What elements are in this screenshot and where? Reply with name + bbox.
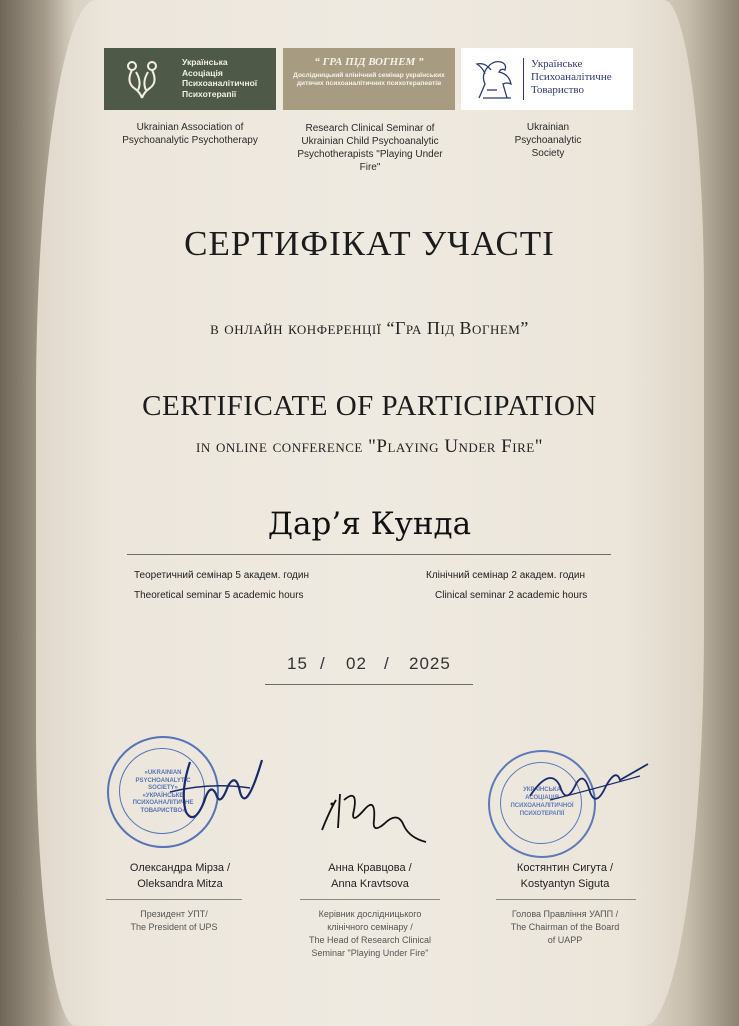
ups-logo-divider <box>523 58 524 100</box>
date-year: 2025 <box>409 654 451 673</box>
certificate-subtitle-ua: в онлайн конференції “Гра Під Вогнем” <box>210 318 529 338</box>
seal-text: ПСИХОАНАЛІТИЧНОЇ <box>510 803 574 809</box>
ups-logo <box>461 48 633 110</box>
certificate-title-ua: СЕРТИФІКАТ УЧАСТІ <box>184 224 555 263</box>
uapp-logo <box>104 48 276 110</box>
date-separator: / <box>320 654 326 673</box>
signatory-role <box>100 908 248 934</box>
signatory-name <box>100 860 260 892</box>
role-line: The President of UPS <box>130 922 218 932</box>
certificate-subtitle-en: in online conference "Playing Under Fire" <box>196 436 543 457</box>
seminar-logo-title: “ ГРА ПІД ВОГНЕМ ” <box>314 56 424 68</box>
role-line: The Chairman of the Board <box>510 922 620 932</box>
seal-text: «UKRAINIAN <box>144 770 182 776</box>
date-day: 15 <box>287 654 308 673</box>
seal-text: «УКРАЇНСЬКЕ <box>142 792 184 799</box>
clinical-hours-ua: Клінічний семінар 2 академ. годин <box>426 570 585 581</box>
signature-kravtsova <box>314 780 432 846</box>
role-line: of UAPP <box>547 935 583 945</box>
seminar-logo <box>283 48 455 110</box>
signatory-name-en: Oleksandra Mitza <box>137 878 223 890</box>
signatory-role <box>490 908 640 947</box>
griffin-icon <box>471 54 519 104</box>
signatory-role <box>290 908 450 960</box>
clinical-hours-en: Clinical seminar 2 academic hours <box>435 590 588 601</box>
role-line: Керівник дослідницького <box>318 909 422 919</box>
date-month: 02 <box>346 654 367 673</box>
seal-text: УКРАЇНСЬКА <box>523 787 561 793</box>
uapp-caption: Ukrainian Association of Psychoanalytic Psychotherapy <box>122 122 258 146</box>
name-underline <box>127 554 611 555</box>
seal-text: ПСИХОТЕРАПІЇ <box>519 811 565 817</box>
seal-text: ПСИХОАНАЛІТИЧНЕ <box>132 800 194 806</box>
signatory-name-en: Kostyantyn Siguta <box>520 878 610 890</box>
date-underline <box>265 684 473 685</box>
participant-name: Дар’я Кунда <box>267 506 472 542</box>
signatory-name-en: Anna Kravtsova <box>331 878 409 890</box>
ups-caption: Ukrainian Psychoanalytic Society <box>514 122 582 159</box>
uapp-logo-text: Українська Асоціація Психоаналітичної Психотерапії <box>182 57 258 99</box>
role-line: Президент УПТ/ <box>140 909 208 919</box>
seal-text: PSYCHOANALYTIC <box>135 777 191 784</box>
signature-line <box>300 899 440 900</box>
theory-hours-en: Theoretical seminar 5 academic hours <box>134 590 304 601</box>
seminar-logo-text: Дослідницький клінічний семінар українських дитячих психоаналітичних психотерапевтів <box>293 72 445 87</box>
theory-hours-ua: Теоретичний семінар 5 академ. годин <box>134 570 309 581</box>
uapp-emblem-icon <box>120 58 164 100</box>
role-line: The Head of Research Clinical <box>308 935 432 945</box>
date-separator: / <box>384 654 390 673</box>
signatory-name-ua: Костянтин Сигута / <box>516 862 614 874</box>
certificate-title-en: CERTIFICATE OF PARTICIPATION <box>142 390 597 422</box>
signature-siguta <box>520 756 660 826</box>
signature-line <box>496 899 636 900</box>
signatory-name <box>290 860 450 892</box>
seminar-caption: Research Clinical Seminar of Ukrainian Child Psychoanalytic Psychotherapists "Playing Under Fire" <box>297 123 443 173</box>
role-line: Голова Правління УАПП / <box>511 909 619 919</box>
role-line: клінічного семінару / <box>327 922 413 932</box>
signatory-name-ua: Анна Кравцова / <box>328 862 412 874</box>
ups-logo-text: Українське Психоаналітичне Товариство <box>531 58 612 96</box>
seal-text: SOCIETY» <box>148 785 178 791</box>
signatory-name <box>485 860 645 892</box>
seal-text: ТОВАРИСТВО» <box>140 807 186 814</box>
signature-mirza <box>150 752 270 832</box>
signature-line <box>106 899 242 900</box>
role-line: Seminar "Playing Under Fire" <box>311 948 429 958</box>
seal-text: АСОЦІАЦІЯ <box>525 795 559 801</box>
signatory-name-ua: Олександра Мірза / <box>129 862 231 874</box>
